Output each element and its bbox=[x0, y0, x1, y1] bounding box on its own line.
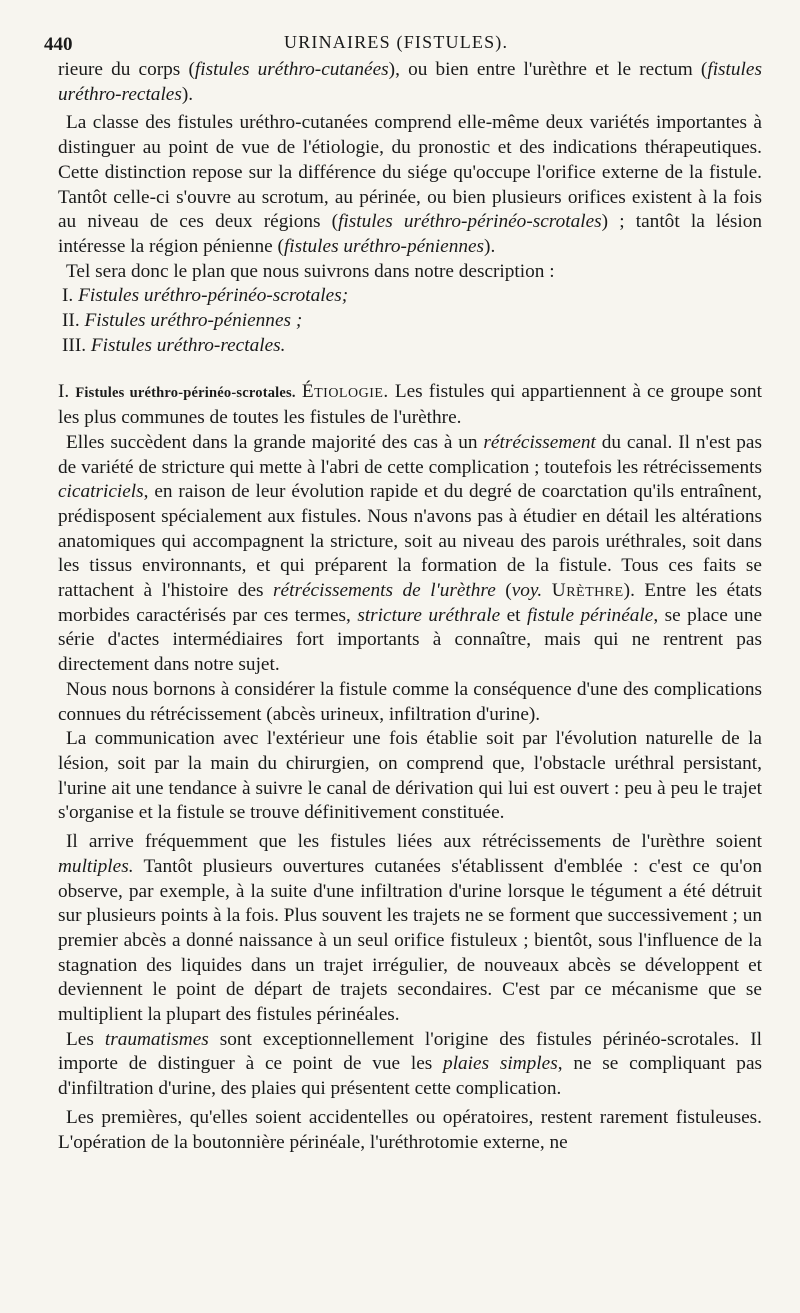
italic-term: rétrécissements de l'urèthre bbox=[273, 580, 496, 602]
paragraph bbox=[58, 727, 762, 826]
italic-term: fistules uréthro-cutanées bbox=[194, 59, 389, 80]
italic-term: rétrécissement bbox=[483, 431, 596, 453]
text-span: Il arrive fréquemment que les fistules liées aux rétrécissements de l'urèthre soient bbox=[66, 831, 762, 853]
paragraph bbox=[58, 58, 762, 107]
text-span: Elles succèdent dans la grande majorité des cas à un bbox=[66, 431, 484, 453]
italic-term: multiples. bbox=[58, 855, 134, 877]
plan-list bbox=[62, 284, 762, 358]
paragraph bbox=[58, 1106, 762, 1155]
italic-term: fistules uréthro-rectales bbox=[58, 59, 762, 105]
plan-item-label: Fistules uréthro-périnéo-scrotales; bbox=[78, 285, 349, 307]
italic-term: fistule périnéale bbox=[526, 604, 654, 626]
paragraph bbox=[58, 1028, 762, 1102]
text-span: Les premières, qu'elles soient accidentelles ou opératoires, restent rarement fistuleuses. L'opération de la boutonnière périnéale, l'uréthrotomie externe, ne bbox=[58, 1106, 762, 1153]
text-span: , en raison de leur évolution rapide et du degré de coarctation qu'ils entraînent, prédisposent spécialement aux fistules. Nous n'avons pas à étudier en détail les altérations anatomiques qui accompagnent la stricture, soit au niveau des parois uréthrales, soit dans les tissus environnants, et qui préparent la formation de la fistule. Tous ces faits se rattachent à l'histoire des bbox=[58, 481, 762, 602]
text-span: Nous nous bornons à considérer la fistule comme la conséquence d'une des complications connues du rétrécissement (abcès urineux, infiltration d'urine). bbox=[58, 678, 762, 725]
plan-item-label: Fistules uréthro-rectales. bbox=[90, 334, 286, 356]
text-span: du canal. Il n'est pas de variété de stricture qui mette à l'abri de cette complication ; toutefois les rétrécissements bbox=[58, 431, 762, 478]
italic-term: fistules uréthro-périnéo-scrotales bbox=[338, 211, 602, 233]
paragraph bbox=[58, 111, 762, 259]
section-paragraph bbox=[58, 380, 762, 430]
text-span: rieure du corps ( bbox=[58, 59, 195, 80]
text-span: ). bbox=[484, 235, 496, 257]
paragraph bbox=[58, 260, 762, 285]
running-title: URINAIRES (FISTULES). bbox=[284, 32, 509, 52]
section-heading: Fistules uréthro-périnéo-scrotales. bbox=[75, 385, 296, 402]
page-body bbox=[58, 58, 762, 1155]
page-header bbox=[44, 28, 762, 58]
paragraph bbox=[58, 431, 762, 678]
text-span: Les bbox=[66, 1028, 105, 1050]
text-span: La communication avec l'extérieur une fois établie soit par l'évolution naturelle de la lésion, soit par la main du chirurgien, on comprend que, l'obstacle uréthral persistant, l'urine ait une tendance à suivre le canal de dérivation qui lui est ouvert : peu à peu le trajet s'organise et la fistule se trouve définitivement constituée. bbox=[58, 728, 762, 824]
italic-term: stricture uréthrale bbox=[357, 604, 501, 626]
text-span: ), ou bien entre l'urèthre et le rectum ( bbox=[388, 59, 708, 80]
text-span: et bbox=[500, 604, 527, 626]
italic-term: fistules uréthro-péniennes bbox=[283, 235, 485, 257]
text-span: Les fistules qui appartiennent à ce groupe sont les plus communes de toutes les fistules de l'urèthre. bbox=[58, 381, 762, 429]
text-span: Tantôt plusieurs ouvertures cutanées s'établissent d'emblée : c'est ce qu'on observe, par exemple, à la suite d'une infiltration d'urine lorsque le tégument a été détruit sur plusieurs points à la fois. Plus souvent les trajets ne se forment que successivement ; un premier abcès a donné naissance à un seul orifice fistuleux ; bientôt, sous l'influence de la stagnation des liquides dans un trajet irrégulier, de nouveaux abcès se développent et deviennent le point de départ de trajets secondaires. C'est par ce mécanisme que se multiplient la plupart des fistules périnéales. bbox=[58, 855, 762, 1026]
subsection-heading: Étiologie. bbox=[301, 381, 389, 403]
italic-term: voy. bbox=[511, 580, 543, 602]
plan-item-label: Fistules uréthro-péniennes ; bbox=[84, 310, 303, 332]
italic-term: cicatriciels bbox=[58, 481, 144, 503]
paragraph bbox=[58, 830, 762, 1028]
italic-term: traumatismes bbox=[104, 1028, 209, 1050]
section-number: I. bbox=[58, 381, 76, 403]
plan-item-number: III. bbox=[62, 334, 91, 356]
paragraph bbox=[58, 678, 762, 727]
text-span: , ne se compliquant pas d'infiltration d'urine, des plaies qui présentent cette complication. bbox=[58, 1053, 763, 1100]
italic-term: plaies simples bbox=[443, 1053, 558, 1075]
text-span: ) ; tantôt la lésion intéresse la région pénienne ( bbox=[58, 211, 762, 257]
text-span: sont exceptionnellement l'origine des fistules périnéo-scrotales. Il importe de distinguer à ce point de vue les bbox=[58, 1028, 762, 1075]
text-span bbox=[542, 580, 552, 601]
text-span: Tel sera donc le plan que nous suivrons dans notre description : bbox=[66, 260, 555, 282]
plan-item bbox=[62, 284, 762, 309]
plan-item-number: I. bbox=[62, 285, 79, 307]
cross-reference: Urèthre bbox=[551, 580, 624, 602]
text-span: , se place une série d'actes intermédiaires fort importants à connaître, mais qui ne rentrent pas directement dans notre sujet. bbox=[58, 604, 763, 676]
text-span: La classe des fistules uréthro-cutanées comprend elle-même deux variétés importantes à distinguer au point de vue de l'étiologie, du pronostic et des indications thérapeutiques. Cette distinction repose sur la différence du siége qu'occupe l'orifice externe de la fistule. Tantôt celle-ci s'ouvre au scrotum, au périnée, ou bien plusieurs orifices existent à la fois au niveau de ces deux régions ( bbox=[58, 112, 762, 233]
page-number: 440 bbox=[44, 34, 73, 55]
text-span: ). Entre les états morbides caractérisés par ces termes, bbox=[58, 580, 762, 626]
plan-item bbox=[62, 309, 762, 334]
text-span: ). bbox=[181, 83, 194, 105]
text-span: ( bbox=[495, 580, 512, 602]
plan-item bbox=[62, 334, 762, 359]
plan-item-number: II. bbox=[62, 310, 85, 332]
